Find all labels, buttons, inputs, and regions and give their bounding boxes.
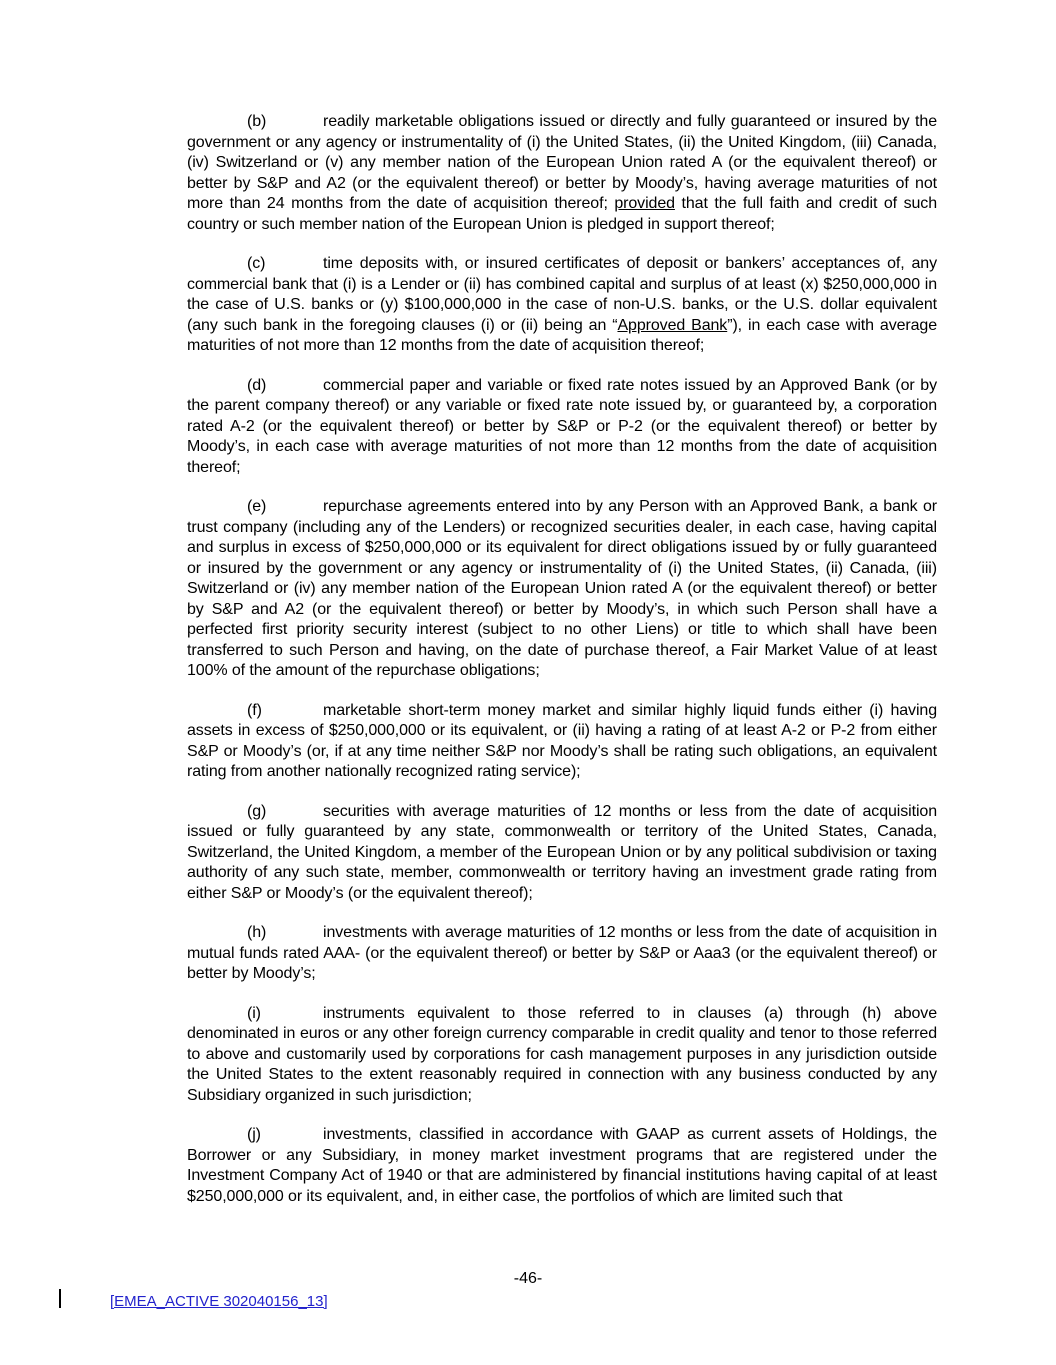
clause-body <box>187 498 937 679</box>
clause-label: (e) <box>247 498 267 515</box>
clause-text: investments with average maturities of 12 months or less from the date of acquisition in mutual funds rated AAA- (or the equivalent thereof) or better by S&P or Aaa3 (or the equivalent thereof) or better by Moody’s; <box>187 924 937 982</box>
underlined-term: Approved Bank <box>617 316 728 334</box>
clause-label: (h) <box>247 924 267 941</box>
clause-paragraph <box>187 802 937 905</box>
clause-text: instruments equivalent to those referred to in clauses (a) through (h) above denominated in euros or any other foreign currency comparable in credit quality and tenor to those referred to above and customarily used by corporations for cash management purposes in any jurisdiction outside the United States to the extent reasonably required in connection with any business conducted by any Subsidiary organized in such jurisdiction; <box>187 1004 937 1104</box>
clause-label: (f) <box>247 701 262 719</box>
clause-text: marketable short-term money market and similar highly liquid funds either (i) having assets in excess of $250,000,000 or its equivalent, or (ii) having a rating of at least A-2 or P-2 from either S&P or Moody’s (or, if at any time neither S&P nor Moody’s shall be rating such obligations, an equivalent rating from another nationally recognized rating service); <box>187 701 937 780</box>
clause-text: commercial paper and variable or fixed rate notes issued by an Approved Bank (or by the parent company thereof) or any variable or fixed rate note issued by, or guaranteed by, a corporation rated A-2 (or the equivalent thereof) or better by S&P or P-2 (or the equivalent thereof) or better by Moody’s, in each case with average maturities of not more than 12 months from the date of acquisition thereof; <box>187 376 937 476</box>
clause-label: (c) <box>247 255 266 272</box>
clause-label: (d) <box>247 376 267 394</box>
clause-paragraph <box>187 254 937 357</box>
page-number: -46- <box>513 1270 543 1287</box>
clause-label: (b) <box>247 113 267 130</box>
clause-paragraph <box>187 1004 937 1107</box>
clause-label: (i) <box>247 1004 261 1022</box>
clause-text: time deposits with, or insured certificates of deposit or bankers’ acceptances of, any commercial bank that (i) is a Lender or (ii) has combined capital and surplus of at least (x) $250,000,000 in the case of U.S. banks or (y) $100,000,000 in the case of non-U.S. banks, or the U.S. dollar equivalent (any such bank in the foregoing clauses (i) or (ii) being an “ <box>187 255 937 334</box>
clause-text: readily marketable obligations issued or directly and fully guaranteed or insured by the government or any agency or instrumentality of (i) the United States, (ii) the United Kingdom, (iii) Canada, (iv) Switzerland or (v) any member nation of the European Union rated A (or the equivalent thereof) or better by S&P and A2 (or the equivalent thereof) or better by Moody’s, having average maturities of not more than 24 months from the date of acquisition thereof; <box>187 113 937 212</box>
clause-paragraph <box>187 701 937 783</box>
clause-label: (g) <box>247 802 267 820</box>
doc-ref-link[interactable]: [EMEA_ACTIVE 302040156_13] <box>110 1293 328 1310</box>
underlined-term: provided <box>614 195 675 212</box>
change-bar <box>59 1289 61 1308</box>
clause-text: repurchase agreements entered into by any Person with an Approved Bank, a bank or trust company (including any of the Lenders) or recognized securities dealer, in each case, having capital and surplus in excess of $250,000,000 or its equivalent for direct obligations issued by or fully guaranteed or insured by the government or any agency or instrumentality of (i) the United States, (ii) Canada, (iii) Switzerland or (iv) any member nation of the European Union rated A (or the equivalent thereof) or better by S&P and A2 (or the equivalent thereof) or better by Moody’s, in which such Person shall have a perfected first priority security interest (subject to no other Liens) or title to which shall have been transferred to such Person and having, on the date of purchase thereof, a Fair Market Value of at least 100% of the amount of the repurchase obligations; <box>187 498 937 679</box>
clause-paragraph <box>187 923 937 985</box>
clause-paragraph <box>187 497 937 682</box>
clause-paragraph <box>187 112 937 235</box>
clause-paragraph <box>187 376 937 479</box>
clause-label: (j) <box>247 1126 261 1143</box>
clause-text: securities with average maturities of 12 months or less from the date of acquisition issued or fully guaranteed by any state, commonwealth or territory of the United States, Canada, Switzerland, the United Kingdom, a member of the European Union or by any political subdivision or taxing authority of any such state, member, commonwealth or territory having an investment grade rating from either S&P or Moody’s (or the equivalent thereof); <box>187 802 937 902</box>
clause-list <box>187 112 937 1226</box>
clause-text: investments, classified in accordance with GAAP as current assets of Holdings, the Borrower or any Subsidiary, in money market investment programs that are registered under the Investment Company Act of 1940 or that are administered by financial institutions having capital of at least $250,000,000 or its equivalent, and, in either case, the portfolios of which are limited such that <box>187 1126 937 1205</box>
clause-text: that the full faith and credit of such country or such member nation of the European Union is pledged in support thereof; <box>187 195 937 233</box>
clause-paragraph <box>187 1125 937 1207</box>
clause-text: ”), in each case with average maturities of not more than 12 months from the date of acquisition thereof; <box>187 316 938 354</box>
